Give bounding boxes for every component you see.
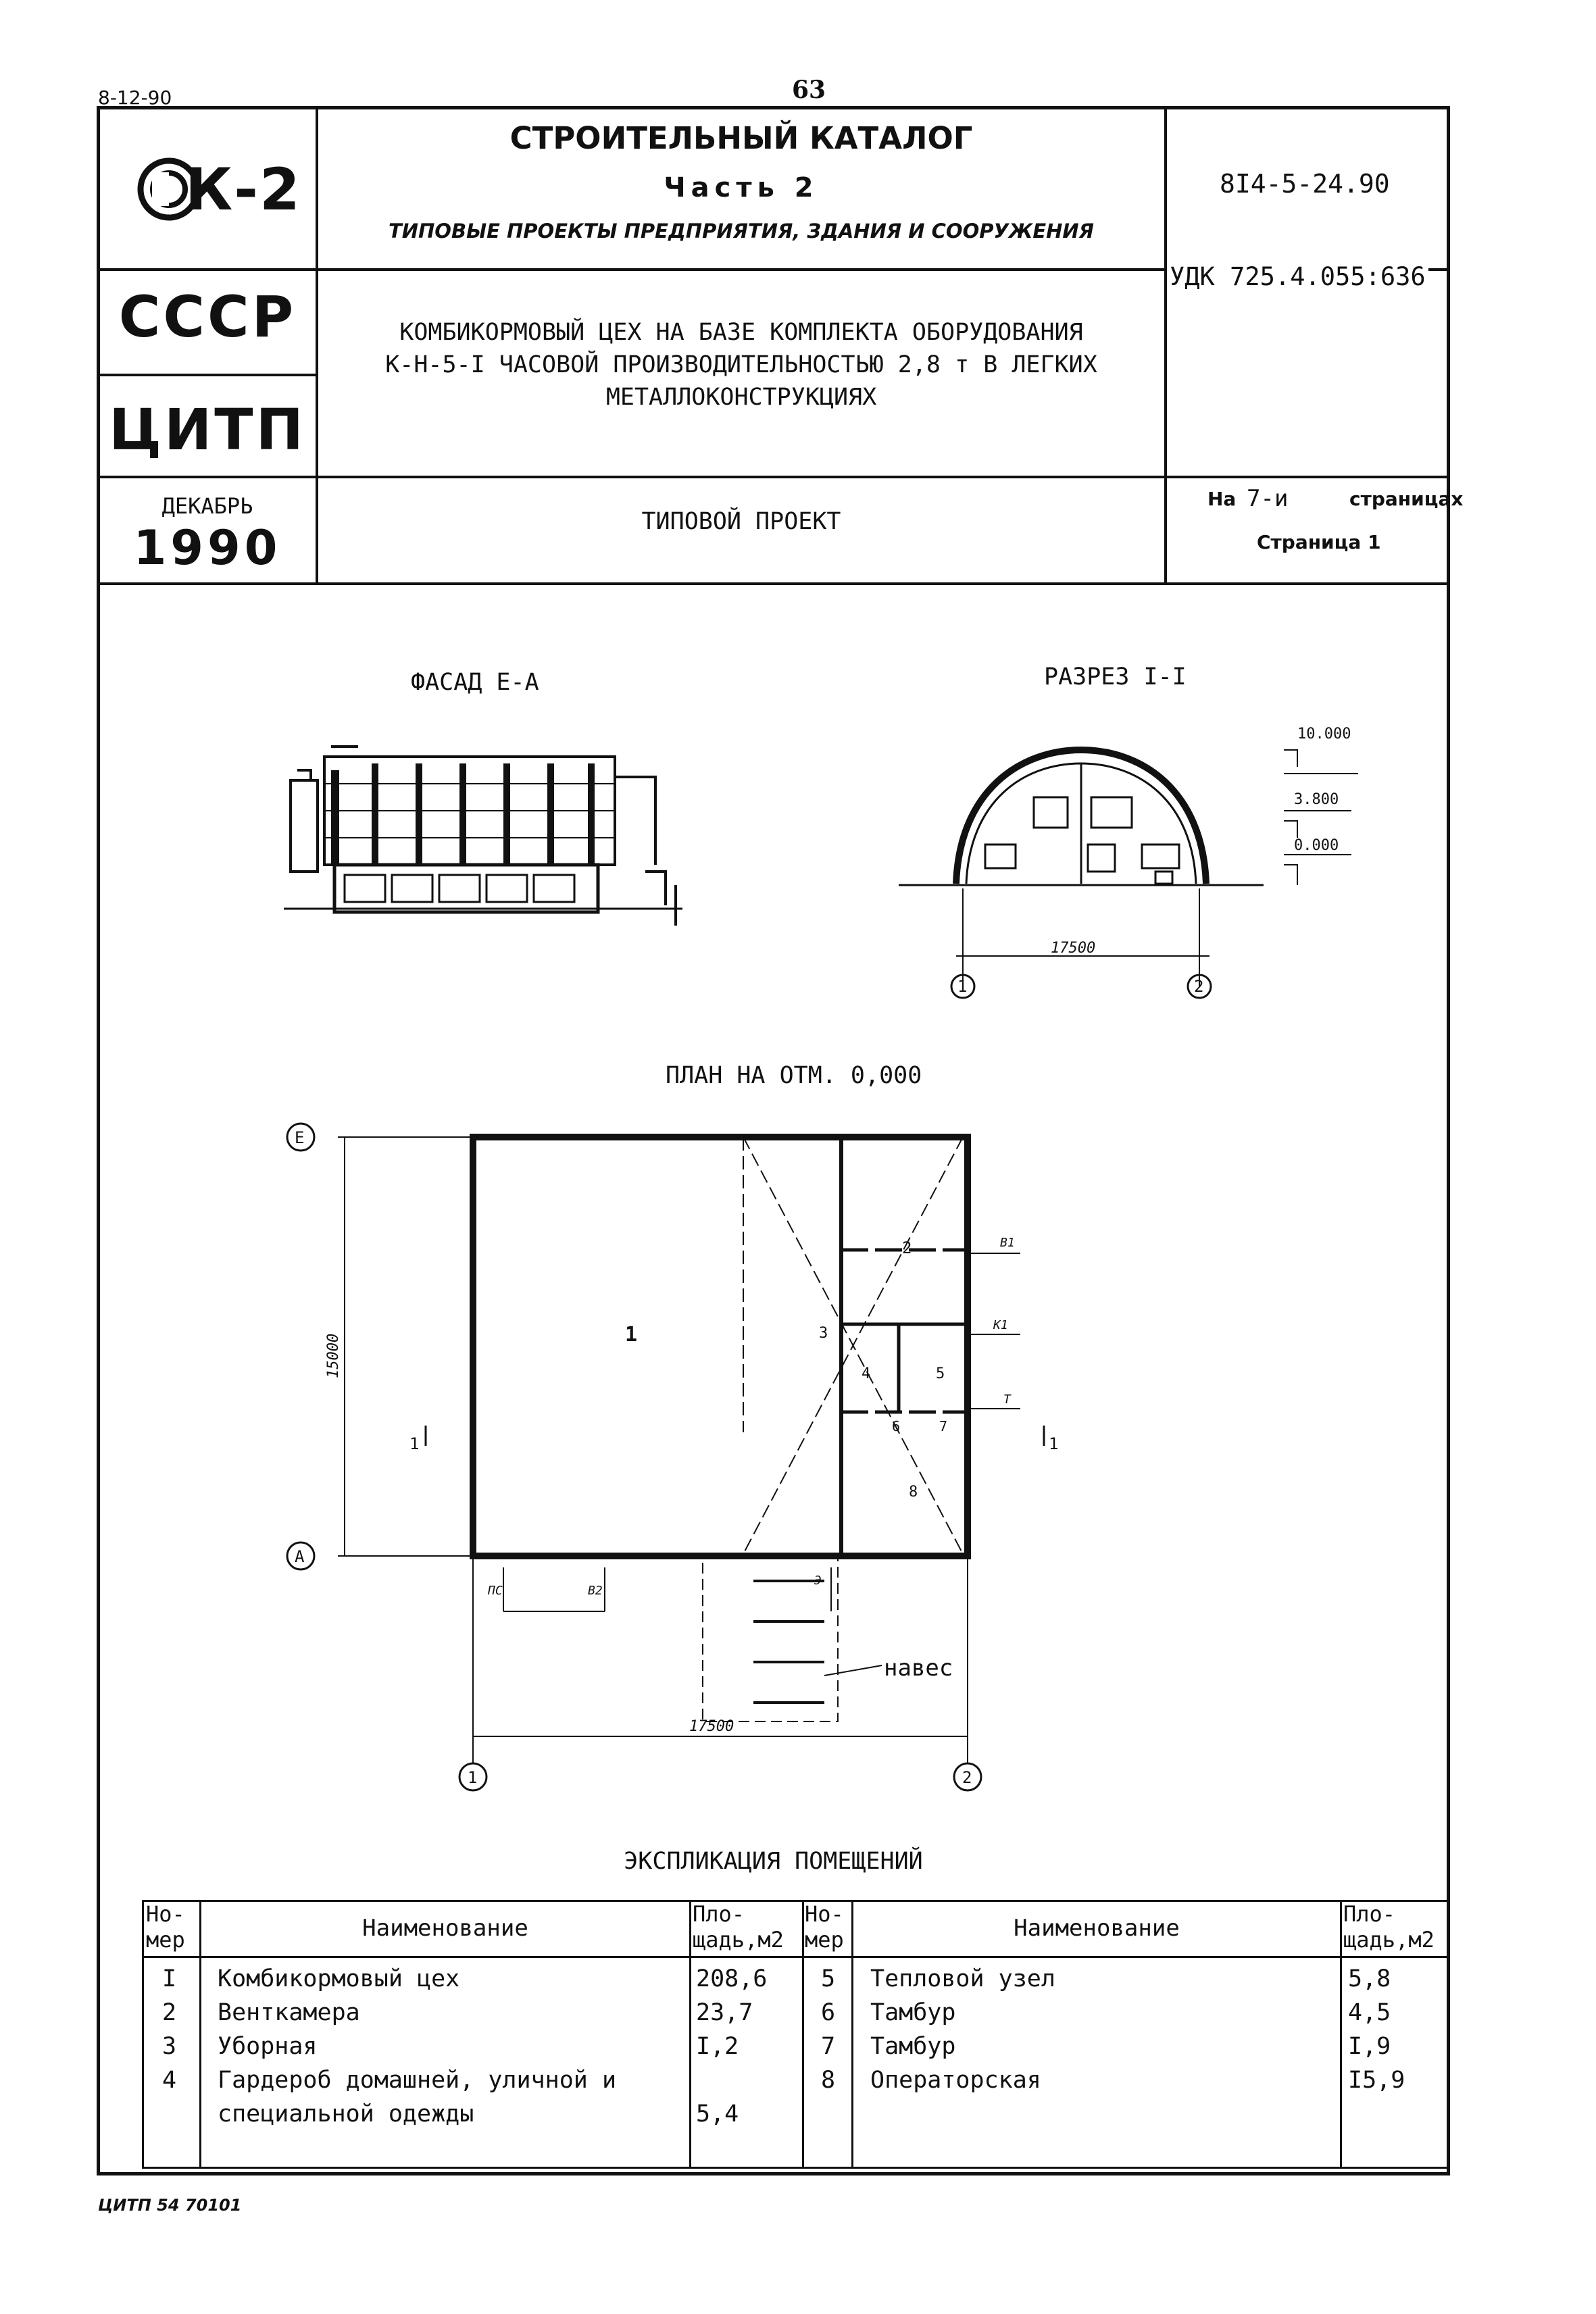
facade-column-7 — [588, 763, 595, 865]
header-name-left: Наименование — [362, 1915, 528, 1942]
catalog-part: Часть 2 — [664, 172, 819, 203]
header-area-right-line-2: щадь,м2 — [1343, 1927, 1435, 1953]
elev-top-text: 10.000 — [1297, 726, 1351, 743]
door-mark-ps: ПС — [488, 1584, 503, 1598]
row-name: специальной одежды — [218, 2101, 474, 2128]
header-bottom-rule — [97, 582, 1450, 585]
section-axis-1-text: 1 — [957, 977, 968, 996]
facade-column-5 — [503, 763, 510, 865]
row-name: Тамбур — [870, 1999, 956, 2026]
plan-outer-wall — [473, 1137, 968, 1556]
row-area: 23,7 — [696, 1999, 753, 2026]
header-num-right — [805, 1901, 844, 1953]
room-6-label: 6 — [892, 1418, 901, 1434]
section-drawing — [885, 709, 1385, 1013]
room-8-label: 8 — [909, 1484, 918, 1501]
row-name: Уборная — [218, 2033, 318, 2060]
catalog-logo — [135, 152, 301, 226]
facade-window-2 — [392, 875, 432, 902]
pages-suffix: страницах — [1349, 488, 1464, 510]
header-num-line-1: Но- — [146, 1901, 185, 1927]
door-mark-e: Э — [814, 1574, 822, 1588]
elev-mark-top — [1284, 750, 1358, 774]
row-num: 7 — [821, 2033, 836, 2060]
door-mark-v2: В2 — [588, 1584, 603, 1598]
door-mark-t: Т — [1003, 1392, 1011, 1407]
project-title-line-1: КОМБИКОРМОВЫЙ ЦЕХ НА БАЗЕ КОМПЛЕКТА ОБОРУДОВАНИЯ — [399, 319, 1083, 346]
facade-drawing — [277, 730, 696, 926]
logo-text: К-2 — [185, 156, 301, 224]
row-num: 6 — [821, 1999, 836, 2026]
row-area: I5,9 — [1348, 2067, 1405, 2094]
header-num-line-2: мер — [146, 1927, 185, 1953]
plan-height-text: 15000 — [325, 1333, 342, 1378]
plan-drawing — [270, 1108, 1081, 1797]
facade-window-5 — [534, 875, 574, 902]
section-mark-right-text: 1 — [1049, 1434, 1059, 1453]
project-title — [318, 316, 1164, 413]
room-1-label: 1 — [625, 1323, 638, 1347]
plan-width-text: 17500 — [689, 1718, 734, 1735]
header-area-right-line-1: Пло- — [1343, 1901, 1396, 1927]
section-window-3 — [985, 845, 1016, 868]
row-area: 5,8 — [1348, 1965, 1391, 1992]
project-code: 8I4-5-24.90 — [1220, 169, 1390, 199]
section-door — [1155, 872, 1172, 884]
facade-silo-top — [297, 770, 311, 780]
row-num: I — [162, 1965, 177, 1992]
plan-title: ПЛАН НА ОТМ. 0,000 — [666, 1062, 922, 1089]
facade-column-4 — [459, 763, 466, 865]
section-hopper — [1088, 845, 1115, 872]
room-7-label: 7 — [939, 1418, 948, 1434]
issue-year: 1990 — [133, 520, 282, 576]
canopy-label: навес — [884, 1655, 953, 1682]
org-label: ЦИТП — [109, 397, 306, 463]
issue-month: ДЕКАБРЬ — [161, 493, 253, 519]
row-area: 5,4 — [696, 2101, 739, 2128]
table-col-rule-3 — [802, 1900, 804, 2169]
elev-zero-text: 0.000 — [1294, 837, 1339, 854]
page-label: Страница 1 — [1257, 531, 1381, 553]
plan-canopy-leader — [824, 1665, 882, 1676]
udk-code: УДК 725.4.055:636 — [1167, 262, 1428, 291]
plan-axis-2-text: 2 — [962, 1768, 972, 1787]
section-window-1 — [1034, 797, 1068, 828]
section-window-2 — [1091, 797, 1132, 828]
country-label: СССР — [118, 284, 297, 350]
facade-window-3 — [439, 875, 480, 902]
row-num: 4 — [162, 2067, 177, 2094]
facade-side-wing — [615, 777, 655, 865]
row-name: Операторская — [870, 2067, 1041, 2094]
facade-column-6 — [547, 763, 554, 865]
project-title-line-3: МЕТАЛЛОКОНСТРУКЦИЯХ — [605, 384, 877, 411]
row-area: I,2 — [696, 2033, 739, 2060]
header-area-right — [1343, 1901, 1435, 1953]
facade-silo — [291, 780, 318, 872]
pages-count: 7-и — [1247, 485, 1289, 512]
section-window-4 — [1142, 845, 1179, 868]
room-5-label: 5 — [936, 1365, 945, 1382]
section-axis-2-text: 2 — [1194, 977, 1204, 996]
row-num: 2 — [162, 1999, 177, 2026]
facade-column-3 — [416, 763, 422, 865]
door-mark-k1: К1 — [993, 1318, 1008, 1332]
room-3-label: 3 — [819, 1325, 828, 1342]
facade-lower-body — [334, 865, 598, 912]
catalog-section: ТИПОВЫЕ ПРОЕКТЫ ПРЕДПРИЯТИЯ, ЗДАНИЯ И СООРУЖЕНИЯ — [388, 220, 1095, 243]
project-title-line-2: К-Н-5-I ЧАСОВОЙ ПРОИЗВОДИТЕЛЬНОСТЬЮ 2,8 т В ЛЕГКИХ — [385, 351, 1097, 378]
facade-title: ФАСАД Е-А — [411, 669, 539, 696]
room-4-label: 4 — [862, 1365, 871, 1382]
header-area-line-1: Пло- — [693, 1901, 745, 1927]
row-area: 4,5 — [1348, 1999, 1391, 2026]
facade-window-1 — [345, 875, 385, 902]
section-mark-left-text: 1 — [409, 1434, 420, 1453]
facade-stair — [645, 872, 666, 905]
footer-stamp: ЦИТП 54 70101 — [98, 2196, 242, 2215]
page-number: 63 — [792, 76, 826, 104]
header-num-right-line-2: мер — [805, 1927, 844, 1953]
row-name: Венткамера — [218, 1999, 360, 2026]
plan-axis-e-text: Е — [295, 1128, 305, 1147]
header-name-right: Наименование — [1014, 1915, 1180, 1942]
table-header-rule — [142, 1956, 1449, 1958]
pages-prefix: На — [1207, 488, 1237, 510]
plan-axis-a-text: А — [295, 1547, 305, 1566]
door-mark-v1: В1 — [1000, 1236, 1015, 1250]
facade-column-2 — [372, 763, 378, 865]
row-area: 208,6 — [696, 1965, 768, 1992]
header-num-right-line-1: Но- — [805, 1901, 844, 1927]
document-type: ТИПОВОЙ ПРОЕКТ — [641, 508, 841, 535]
elev-mid-text: 3.800 — [1294, 791, 1339, 808]
header-area-left — [693, 1901, 784, 1953]
catalog-title: СТРОИТЕЛЬНЫЙ КАТАЛОГ — [509, 120, 973, 156]
room-2-label: 2 — [902, 1238, 912, 1257]
header-row-rule-left — [97, 374, 317, 376]
header-row-rule-2 — [97, 476, 1450, 478]
row-name: Гардероб домашней, уличной и — [218, 2067, 617, 2094]
section-width-text: 17500 — [1051, 940, 1096, 957]
elev-mark-zero — [1284, 855, 1351, 885]
elev-mark-mid — [1284, 811, 1351, 838]
table-col-rule-5 — [1340, 1900, 1342, 2169]
explication-table — [142, 1900, 1453, 2170]
row-name: Комбикормовый цех — [218, 1965, 460, 1992]
header-num-left — [146, 1901, 185, 1953]
row-num: 5 — [821, 1965, 836, 1992]
header-area-line-2: щадь,м2 — [693, 1927, 784, 1953]
section-title: РАЗРЕЗ I-I — [1044, 663, 1187, 690]
facade-window-4 — [487, 875, 527, 902]
row-num: 8 — [821, 2067, 836, 2094]
row-name: Тамбур — [870, 2033, 956, 2060]
explication-title: ЭКСПЛИКАЦИЯ ПОМЕЩЕНИЙ — [624, 1848, 923, 1875]
table-col-rule-2 — [689, 1900, 691, 2169]
row-num: 3 — [162, 2033, 177, 2060]
plan-axis-1-text: 1 — [468, 1768, 478, 1787]
header-col-rule-2 — [1164, 106, 1167, 584]
row-area: I,9 — [1348, 2033, 1391, 2060]
print-date: 8-12-90 — [98, 86, 172, 109]
row-name: Тепловой узел — [870, 1965, 1055, 1992]
